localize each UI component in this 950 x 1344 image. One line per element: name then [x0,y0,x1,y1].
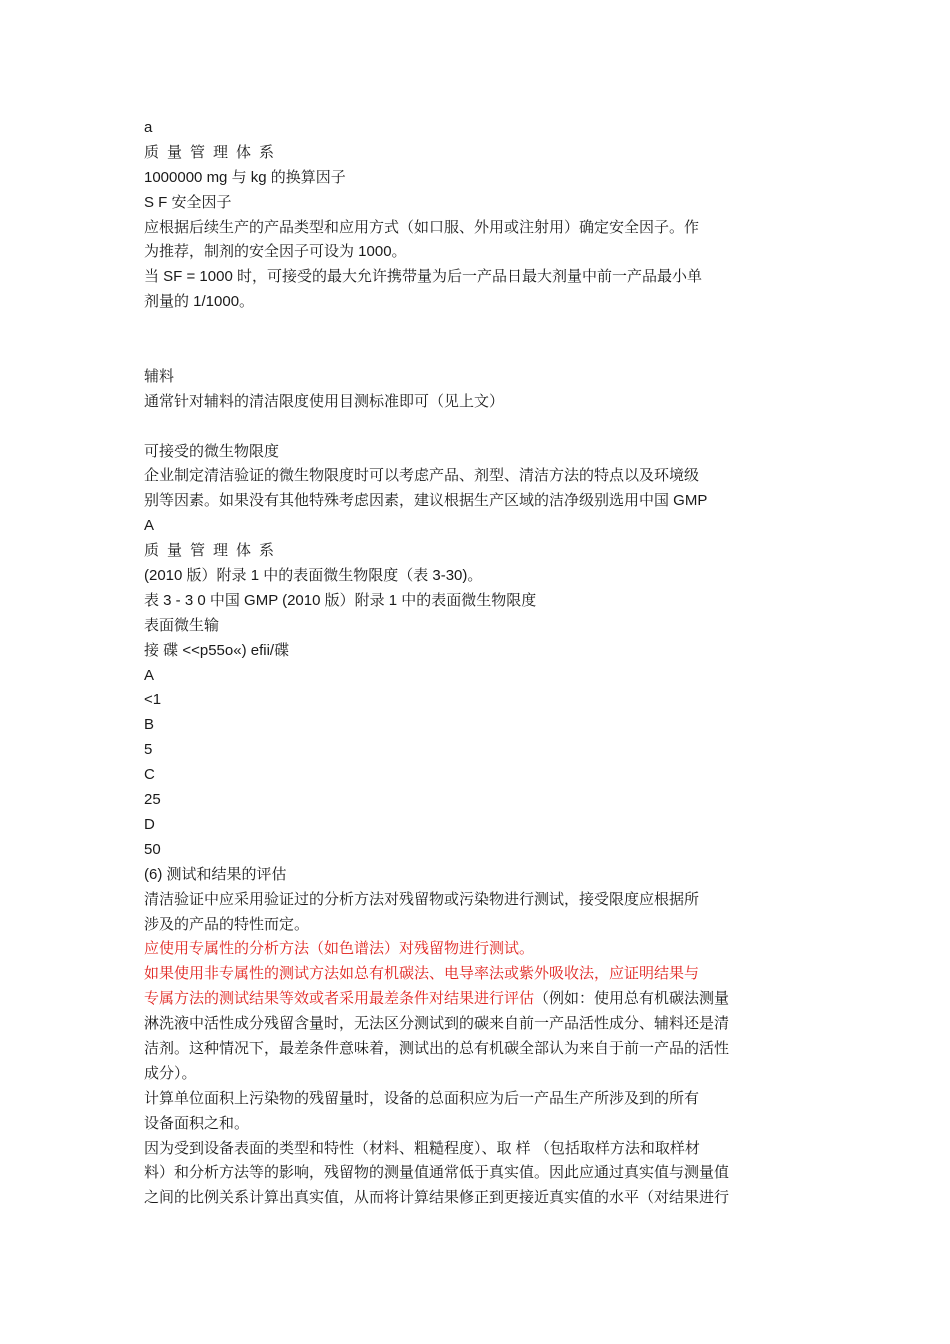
text-line: A [144,666,155,684]
text-line: 当 SF = 1000 时，可接受的最大允许携带量为后一产品日最大剂量中前一产品最小单 [144,268,702,286]
text-line: 别等因素。如果没有其他特殊考虑因素，建议根据生产区域的洁净级别选用中国 GMP [144,492,708,510]
text-line: 应根据后续生产的产品类型和应用方式（如口服、外用或注射用）确定安全因子。作 [144,218,700,236]
document-body [144,116,804,1211]
text-line: 企业制定清洁验证的微生物限度时可以考虑产品、剂型、清洁方法的特点以及环境级 [144,467,700,485]
text-line: 剂量的 1/1000。 [144,293,255,311]
text-line [144,987,804,1012]
normal-text: （例如：使用总有机碳法测量 [534,990,730,1008]
text-line: C [144,766,155,784]
text-line: 涉及的产品的特性而定。 [144,915,310,933]
highlighted-text: 专属方法的测试结果等效或者采用最差条件对结果进行评估 [144,990,535,1008]
text-line: 50 [144,840,161,858]
text-line: 表 3 - 3 0 中国 GMP (2010 版）附录 1 中的表面微生物限度 [144,591,537,609]
text-line: 之间的比例关系计算出真实值，从而将计算结果修正到更接近真实值的水平（对结果进行 [144,1189,730,1207]
text-line: 接 碟 <<p55o«) efii/碟 [144,641,290,659]
text-line: a [144,119,153,136]
text-line: 成分）。 [144,1064,197,1082]
text-line: 淋洗液中活性成分残留含量时，无法区分测试到的碳来自前一产品活性成分、辅料还是清 [144,1015,730,1033]
text-line: 因为受到设备表面的类型和特性（材料、粗糙程度）、取 样 （包括取样方法和取样材 [144,1139,700,1157]
text-line: D [144,815,155,833]
text-line: 可接受的微生物限度 [144,442,280,460]
text-line: 应使用专属性的分析方法（如色谱法）对残留物进行测试。 [144,940,535,958]
text-line: (2010 版）附录 1 中的表面微生物限度（表 3-30)。 [144,567,483,585]
text-line: 辅料 [144,367,175,385]
text-line: 如果使用非专属性的测试方法如总有机碳法、电导率法或紫外吸收法，应证明结果与 [144,965,700,983]
text-line: 质量管理体系 [144,143,283,161]
text-line: 表面微生输 [144,616,220,634]
text-line: 质量管理体系 [144,542,283,560]
text-line: A [144,517,155,535]
text-line: 通常针对辅料的清洁限度使用目测标准即可（见上文） [144,392,505,410]
text-line: 为推荐，制剂的安全因子可设为 1000。 [144,243,407,261]
text-line: 清洁验证中应采用验证过的分析方法对残留物或污染物进行测试，接受限度应根据所 [144,890,700,908]
text-line: B [144,716,155,734]
text-line: 洁剂。这种情况下，最差条件意味着，测试出的总有机碳全部认为来自于前一产品的活性 [144,1039,730,1057]
text-line: <1 [144,691,162,709]
blank-line [144,415,804,440]
text-line: 料）和分析方法等的影响，残留物的测量值通常低于真实值。因此应通过真实值与测量值 [144,1164,730,1182]
text-line: 计算单位面积上污染物的残留量时，设备的总面积应为后一产品生产所涉及到的所有 [144,1089,700,1107]
blank-line [144,340,804,365]
text-line: S F 安全因子 [144,193,232,211]
text-line: (6) 测试和结果的评估 [144,865,287,883]
text-line: 25 [144,791,161,809]
text-line: 5 [144,741,153,759]
text-line: 1000000 mg 与 kg 的换算因子 [144,168,346,186]
text-line: 设备面积之和。 [144,1114,250,1132]
blank-line [144,315,804,340]
